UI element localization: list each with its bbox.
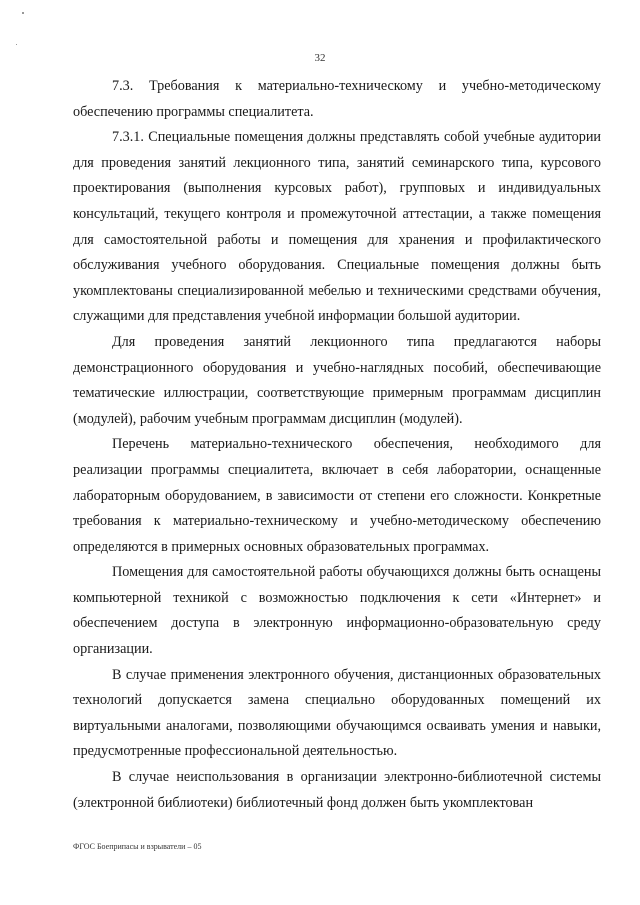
page-number: 32 (314, 52, 326, 64)
paragraph-lecture-equipment: Для проведения занятий лекционного типа предлагаются наборы демонстрационного оборудования и учебно-наглядных пособий, обеспечивающие тематические иллюстрации, соответствующие примерным программам дисциплин (модулей), рабочим учебным программам дисциплин (модулей). (73, 333, 601, 427)
paragraph-library-fund: В случае неиспользования в организации электронно-библиотечной системы (электронной библиотеки) библиотечный фонд должен быть укомплектован (73, 769, 601, 811)
scan-speck (16, 44, 17, 45)
paragraph-material-support-list: Перечень материально-технического обеспечения, необходимого для реализации программы специалитета, включает в себя лаборатории, оснащенные лабораторным оборудованием, в зависимости от степени его сложности. Конкретные требования к материально-техническому и учебно-методическому обеспечению определяются в примерных основных образовательных программах. (73, 436, 601, 555)
paragraph-section-7-3-1: 7.3.1. Специальные помещения должны представлять собой учебные аудитории для проведения занятий лекционного типа, занятий семинарского типа, курсового проектирования (выполнения курсовых работ), групповых и индивидуальных консультаций, текущего контроля и промежуточной аттестации, а также помещения для самостоятельной работы и помещения для хранения и профилактического обслуживания учебного оборудования. Специальные помещения должны быть укомплектованы специализированной мебелью и техническими средствами обучения, служащими для представления учебной информации большой аудитории. (73, 129, 601, 325)
document-body (73, 74, 601, 816)
page-footer: ФГОС Боеприпасы и взрыватели – 05 (73, 842, 202, 851)
scan-speck (22, 12, 24, 14)
paragraph-self-study-rooms: Помещения для самостоятельной работы обучающихся должны быть оснащены компьютерной техникой с возможностью подключения к сети «Интернет» и обеспечением доступа в электронную информационно-образовательную среду организации. (73, 564, 601, 658)
paragraph-section-7-3: 7.3. Требования к материально-техническому и учебно-методическому обеспечению программы специалитета. (73, 78, 601, 120)
paragraph-e-learning: В случае применения электронного обучения, дистанционных образовательных технологий допускается замена специально оборудованных помещений их виртуальными аналогами, позволяющими обучающимся осваивать умения и навыки, предусмотренные профессиональной деятельностью. (73, 666, 601, 760)
